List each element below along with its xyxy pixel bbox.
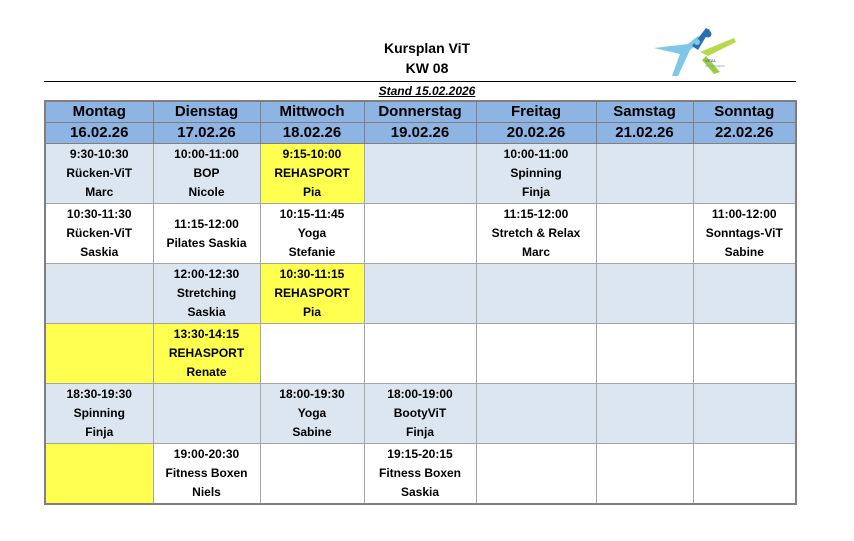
empty-cell [364,144,476,204]
empty-cell [693,324,796,384]
empty-cell [596,324,693,384]
course-time: 10:00-11:00 [174,147,239,161]
page-title: Kursplan ViT [383,40,471,56]
course-trainer: Stefanie [288,245,336,259]
course-time: 10:30-11:30 [66,207,132,221]
course-cell [364,384,476,444]
empty-cell [364,324,476,384]
date-header: 19.02.26 [364,123,476,144]
course-cell [153,144,260,204]
course-course: Yoga [297,406,327,420]
empty-cell [364,264,476,324]
day-header-samstag: Samstag [596,101,693,123]
course-time: 11:15-12:00 [503,207,569,221]
empty-cell [596,264,693,324]
schedule-row [45,384,796,444]
day-header-dienstag: Dienstag [153,101,260,123]
empty-cell [693,444,796,504]
schedule-row [45,204,796,264]
empty-cell [45,264,153,324]
course-course: Stretching [176,286,237,300]
week-label: KW 08 [405,60,449,76]
day-header-mittwoch: Mittwoch [260,101,364,123]
course-trainer: Saskia [400,484,440,499]
empty-cell [693,264,796,324]
course-course: Rücken-ViT [66,226,133,240]
empty-cell [476,264,596,324]
empty-cell [693,384,796,444]
date-header: 16.02.26 [45,123,153,144]
course-course: REHASPORT [168,346,245,360]
course-time: 19:00-20:30 [173,446,240,461]
course-trainer: Nicole [188,185,225,199]
course-course: Sonntags-ViT [705,226,783,240]
course-time: 12:00-12:30 [173,267,240,281]
date-header: 18.02.26 [260,123,364,144]
course-trainer: Finja [405,425,434,439]
day-header-sonntag: Sonntag [693,101,796,123]
course-time: 9:15-10:00 [282,147,342,161]
schedule-row [45,264,796,324]
course-trainer: Niels [192,484,221,499]
course-trainer: Sabine [724,245,764,259]
course-cell [476,144,596,204]
empty-cell [693,144,796,204]
stand-date: Stand 15.02.2026 [378,84,476,98]
course-time: 9:30-10:30 [69,147,129,161]
course-trainer: Pia [302,185,321,199]
schedule-row [45,324,796,384]
empty-cell [596,384,693,444]
day-header-freitag: Freitag [476,101,596,123]
empty-cell [260,324,364,384]
date-header: 20.02.26 [476,123,596,144]
course-cell [153,324,260,384]
course-trainer: Marc [521,245,550,259]
course-trainer: Finja [521,185,550,199]
course-cell [45,384,153,444]
course-trainer: Finja [85,425,114,439]
course-course: Yoga [297,226,327,240]
empty-cell [153,384,260,444]
empty-cell [476,444,596,504]
empty-cell [476,384,596,444]
course-time: 10:30-11:15 [279,267,345,281]
course-cell [260,264,364,324]
course-time: 10:15-11:45 [279,207,345,221]
course-course: Fitness Boxen [378,465,462,480]
course-trainer: Saskia [80,245,119,259]
course-cell [476,204,596,264]
course-cell [693,204,796,264]
svg-text:VITAL: VITAL [705,58,717,63]
course-course: Fitness Boxen [165,465,248,480]
empty-cell [596,144,693,204]
course-course: Rücken-ViT [66,166,133,180]
course-cell [260,384,364,444]
course-cell [153,204,260,264]
date-header: 21.02.26 [596,123,693,144]
course-trainer: Pia [302,305,321,319]
course-course: Spinning [73,406,125,420]
course-time: 18:00-19:30 [279,387,345,401]
date-header: 17.02.26 [153,123,260,144]
course-trainer: Renate [186,365,227,379]
empty-cell [476,324,596,384]
course-course: Spinning [510,166,562,180]
empty-cell [364,204,476,264]
empty-cell [596,204,693,264]
date-header: 22.02.26 [693,123,796,144]
course-course: REHASPORT [274,286,350,300]
empty-cell [45,324,153,384]
course-time: 11:00-12:00 [711,207,777,221]
course-schedule-table [44,100,797,505]
course-cell [260,204,364,264]
day-header-donnerstag: Donnerstag [364,101,476,123]
course-course: Pilates Saskia [166,235,247,250]
vit-logo [648,26,738,80]
day-header-montag: Montag [45,101,153,123]
course-time: 13:30-14:15 [173,327,240,341]
course-course: BootyViT [393,406,447,420]
course-course: BOP [193,166,220,180]
schedule-row [45,144,796,204]
course-time: 10:00-11:00 [503,147,569,161]
course-time: 18:00-19:00 [387,387,453,401]
course-cell [153,264,260,324]
course-cell [45,204,153,264]
course-time: 18:30-19:30 [66,387,132,401]
course-cell [45,144,153,204]
empty-cell [45,444,153,504]
course-course: REHASPORT [274,166,350,180]
course-trainer: Saskia [187,305,226,319]
course-cell [260,144,364,204]
schedule-row [45,444,796,504]
svg-text:IN TÜRKHEIM: IN TÜRKHEIM [705,64,725,68]
course-trainer: Sabine [292,425,332,439]
course-time: 11:15-12:00 [174,216,239,231]
course-cell [364,444,476,504]
empty-cell [596,444,693,504]
course-cell [153,444,260,504]
header-divider [44,81,796,82]
course-course: Stretch & Relax [491,226,581,240]
course-time: 19:15-20:15 [387,446,453,461]
empty-cell [260,444,364,504]
course-trainer: Marc [85,185,114,199]
